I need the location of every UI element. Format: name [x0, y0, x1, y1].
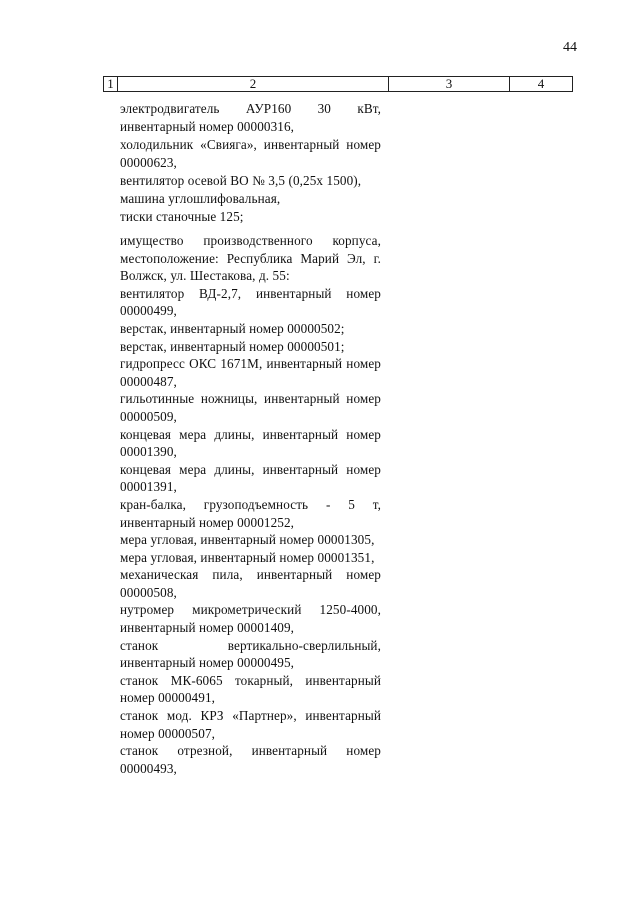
list-item: гильотинные ножницы, инвентарный номер 00000509, [120, 391, 381, 424]
list-item: станок вертикально-сверлильный, инвентарный номер 00000495, [120, 637, 381, 671]
list-item: мера угловая, инвентарный номер 00001351, [120, 549, 375, 565]
column-number-3: 3 [389, 77, 510, 91]
list-item: электродвигатель АУР160 30 кВт, инвентарный номер 00000316, [120, 101, 381, 134]
column-number-1: 1 [104, 77, 118, 91]
list-item: кран-балка, грузоподъемность - 5 т, инвентарный номер 00001252, [120, 496, 381, 530]
list-item: гидропресс ОКС 1671М, инвентарный номер 00000487, [120, 356, 381, 389]
list-item: концевая мера длины, инвентарный номер 00001390, [120, 426, 381, 460]
table-cell-column-2 [120, 100, 381, 777]
column-number-4: 4 [537, 76, 545, 91]
group-heading: имущество производственного корпуса, местоположение: Республика Марий Эл, г. Волжск, ул. Шестакова, д. 55: [120, 233, 381, 284]
equipment-group-2 [120, 232, 381, 777]
list-item: верстак, инвентарный номер 00000501; [120, 338, 345, 354]
list-item: холодильник «Свияга», инвентарный номер 00000623, [120, 137, 381, 170]
list-item: механическая пила, инвентарный номер 00000508, [120, 567, 381, 600]
list-item: станок мод. КРЗ «Партнер», инвентарный номер 00000507, [120, 708, 381, 741]
list-item: машина углошлифовальная, [120, 191, 281, 206]
list-item: вентилятор осевой ВО № 3,5 (0,25х 1500), [120, 173, 362, 188]
list-item: концевая мера длины, инвентарный номер 00001391, [120, 461, 381, 495]
equipment-group-1 [120, 100, 381, 226]
list-item: тиски станочные 125; [120, 209, 244, 224]
column-number-2: 2 [118, 77, 389, 91]
list-item: станок МК-6065 токарный, инвентарный номер 00000491, [120, 672, 381, 706]
list-item: станок отрезной, инвентарный номер 00000493, [120, 743, 381, 776]
page-number: 44 [563, 40, 577, 55]
table-header-row [103, 76, 573, 92]
list-item: вентилятор ВД-2,7, инвентарный номер 00000499, [120, 285, 381, 319]
list-item: нутромер микрометрический 1250-4000, инвентарный номер 00001409, [120, 602, 381, 636]
list-item: мера угловая, инвентарный номер 00001305, [120, 532, 375, 548]
list-item: верстак, инвентарный номер 00000502; [120, 320, 345, 336]
